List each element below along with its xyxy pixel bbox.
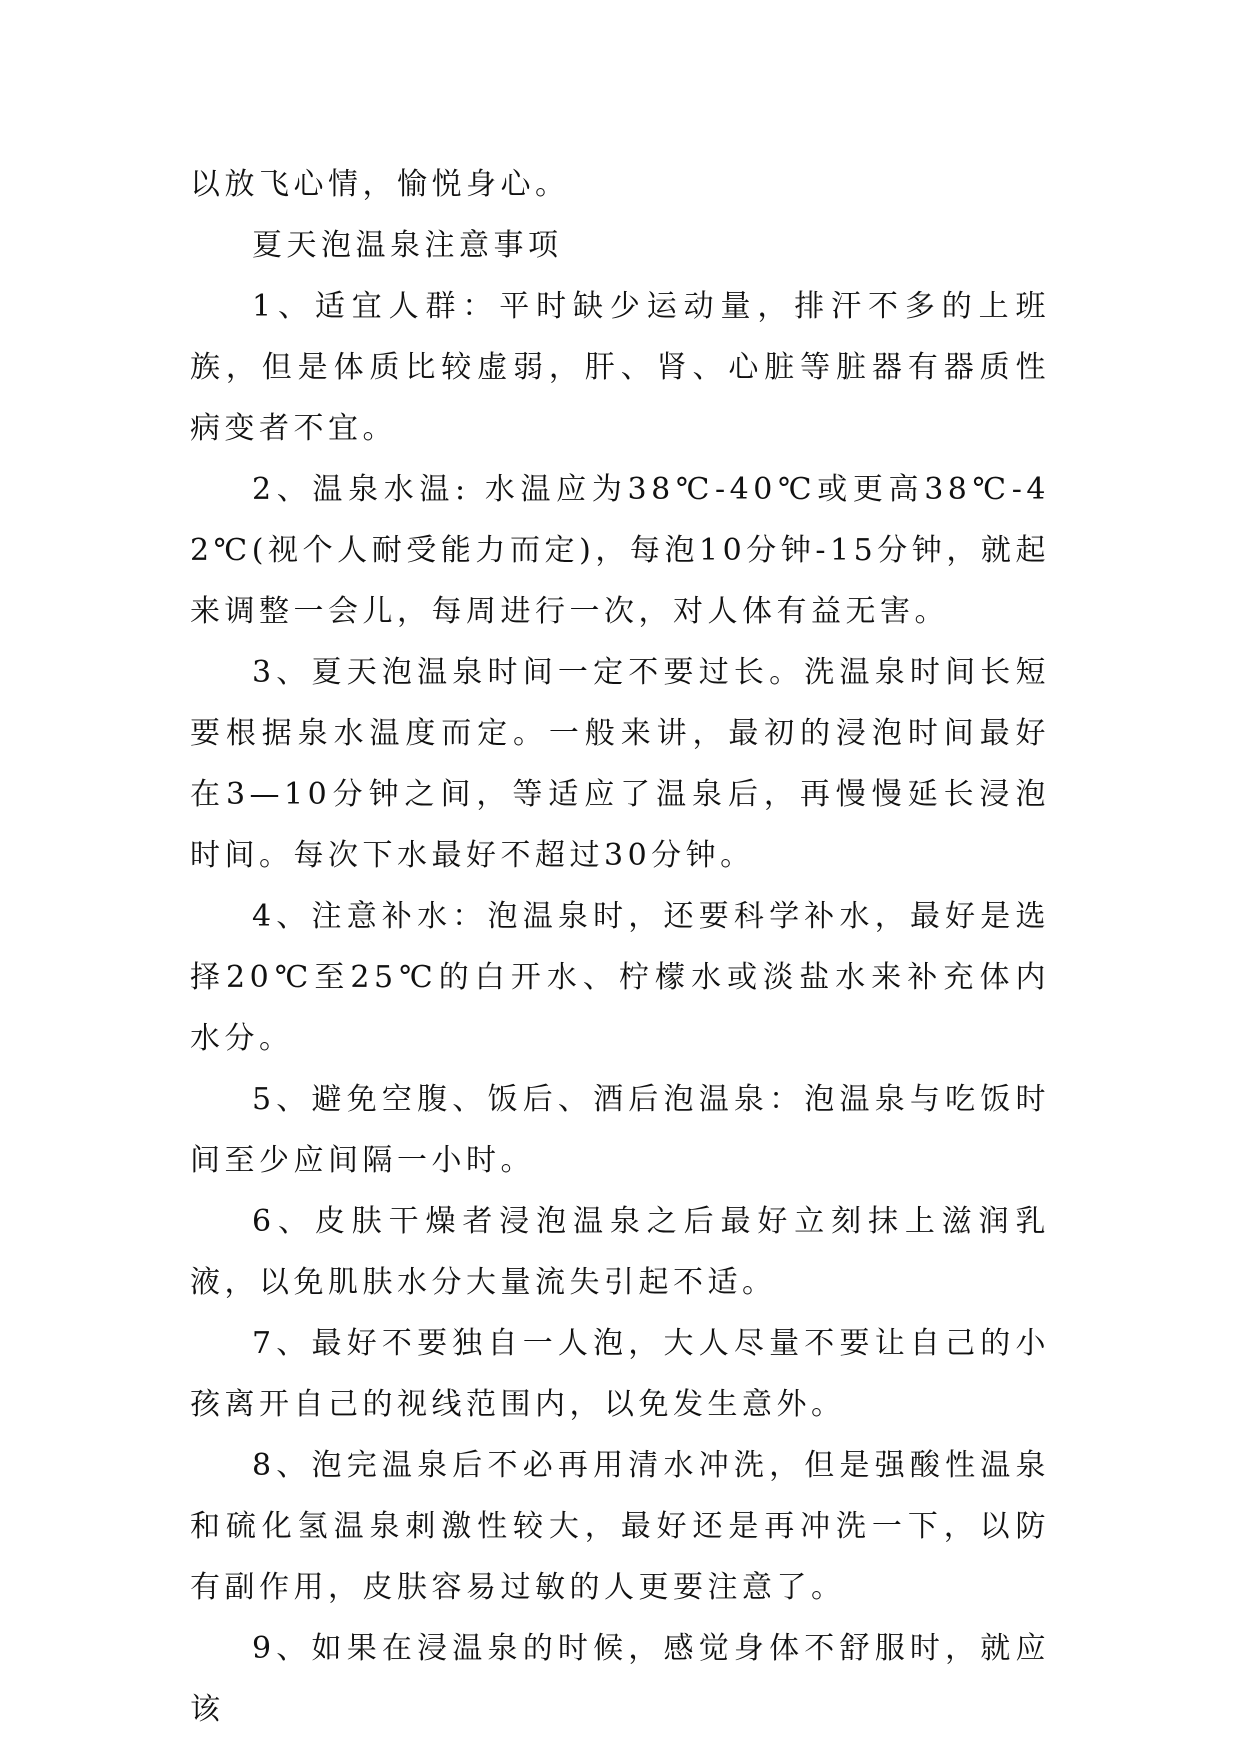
paragraph-continuation: 以放飞心情，愉悦身心。	[190, 167, 570, 202]
list-item-4: 4、注意补水：泡温泉时，还要科学补水，最好是选择20℃至25℃的白开水、柠檬水或淡盐水来补充体内水分。	[190, 899, 1050, 1056]
list-item-6: 6、皮肤干燥者浸泡温泉之后最好立刻抹上滋润乳液，以免肌肤水分大量流失引起不适。	[190, 1204, 1050, 1300]
list-item-5: 5、避免空腹、饭后、酒后泡温泉：泡温泉与吃饭时间至少应间隔一小时。	[190, 1082, 1050, 1178]
list-item-9: 9、如果在浸温泉的时候，感觉身体不舒服时，就应该	[190, 1631, 1050, 1727]
list-item-2: 2、温泉水温: 水温应为38℃-40℃或更高38℃-42℃(视个人耐受能力而定)，每泡10分钟-15分钟，就起来调整一会儿，每周进行一次，对人体有益无害。	[190, 472, 1050, 629]
document-body	[190, 154, 1050, 1740]
section-heading: 夏天泡温泉注意事项	[252, 228, 563, 263]
list-item-8: 8、泡完温泉后不必再用清水冲洗，但是强酸性温泉和硫化氢温泉刺激性较大，最好还是再冲洗一下，以防有副作用，皮肤容易过敏的人更要注意了。	[190, 1448, 1050, 1605]
list-item-3: 3、夏天泡温泉时间一定不要过长。洗温泉时间长短要根据泉水温度而定。一般来讲，最初的浸泡时间最好在3—10分钟之间，等适应了温泉后，再慢慢延长浸泡时间。每次下水最好不超过30分钟。	[190, 655, 1050, 873]
list-item-1: 1、适宜人群：平时缺少运动量，排汗不多的上班族，但是体质比较虚弱，肝、肾、心脏等脏器有器质性病变者不宜。	[190, 289, 1050, 446]
list-item-7: 7、最好不要独自一人泡，大人尽量不要让自己的小孩离开自己的视线范围内，以免发生意外。	[190, 1326, 1050, 1422]
